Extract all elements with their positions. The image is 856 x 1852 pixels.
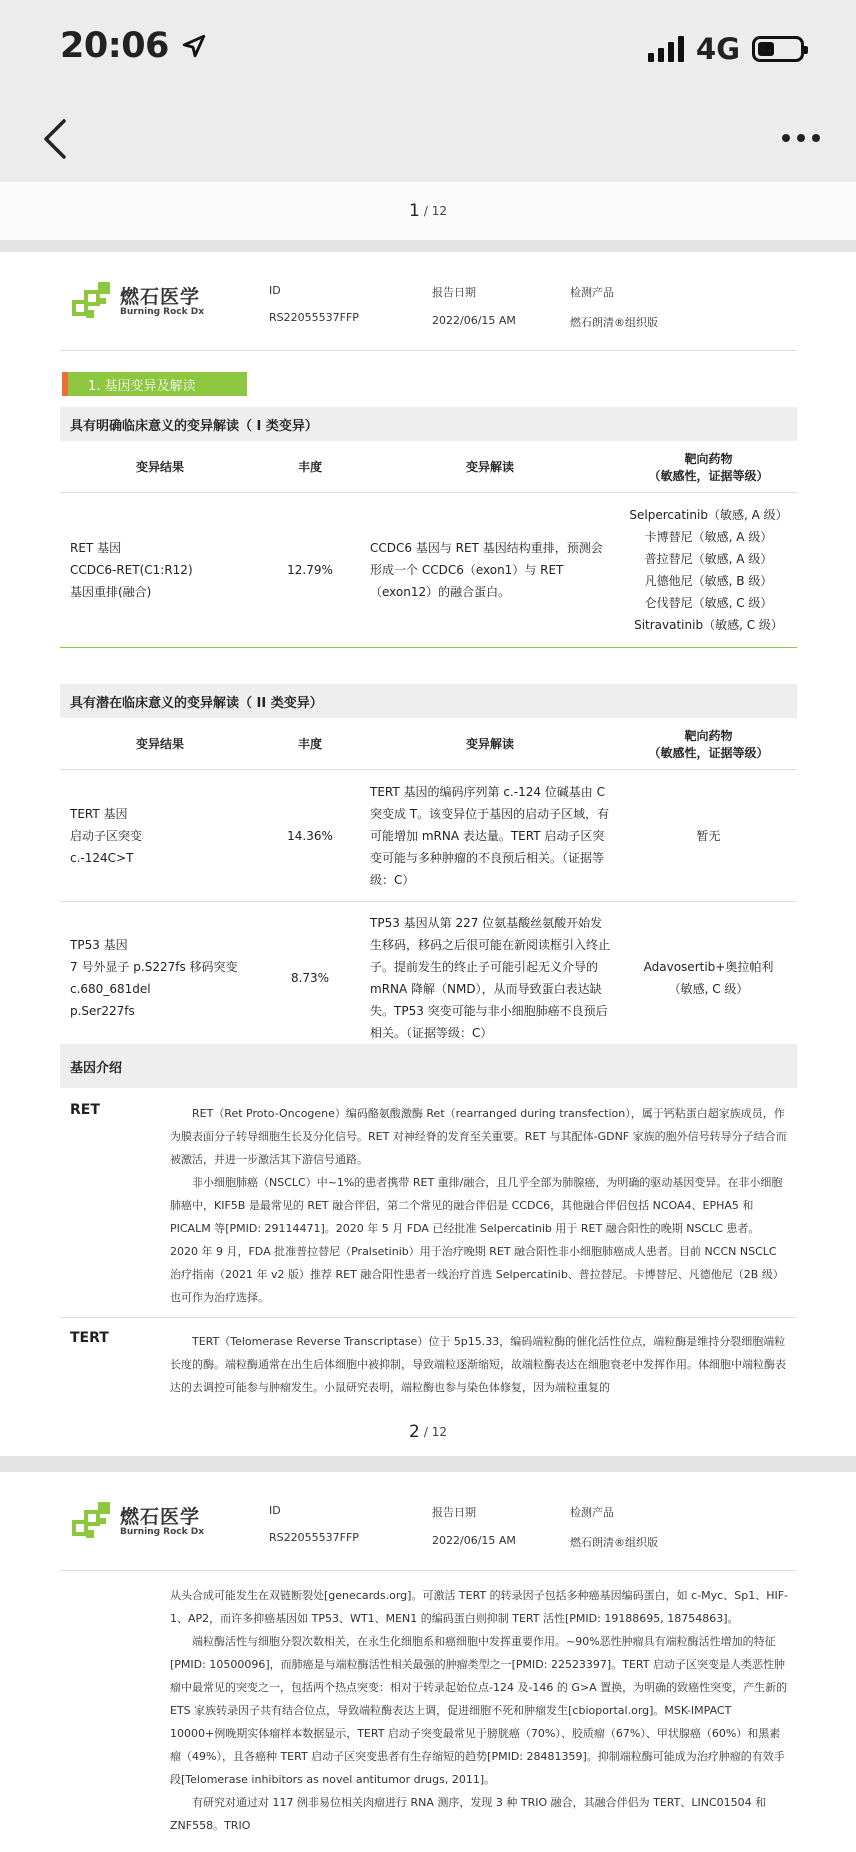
logo-text-cn: 燃石医学 — [120, 1506, 201, 1528]
clock — [60, 26, 207, 66]
report-page-1[interactable] — [0, 252, 856, 1410]
variant-line: 基因重排(融合) — [70, 585, 152, 599]
class1-header-row — [60, 441, 797, 493]
class1-title: 具有明确临床意义的变异解读（ I 类变异） — [60, 407, 797, 441]
col-drugs-line1: 靶向药物 — [684, 728, 733, 743]
product-label: 检测产品 — [570, 1506, 614, 1519]
interpretation-cell: CCDC6 基因与 RET 基因结构重排，预测会形成一个 CCDC6（exon1）与 RET（exon12）的融合蛋白。 — [370, 541, 603, 599]
drug-item: 卡博替尼（敏感, A 级） — [644, 530, 773, 544]
gene-intro-title: 基因介绍 — [60, 1044, 797, 1088]
page-indicator-1 — [0, 182, 856, 240]
section-title: 1. 基因变异及解读 — [62, 372, 247, 396]
drugs-cell — [620, 956, 797, 1000]
dot-icon — [782, 134, 790, 142]
drug-item: Sitravatinib（敏感, C 级） — [634, 618, 783, 632]
col-interpretation: 变异解读 — [465, 737, 514, 751]
variant-cell — [60, 537, 260, 603]
drug-item: （敏感, C 级） — [668, 981, 749, 996]
clock-text: 20:06 — [60, 26, 169, 66]
interpretation-cell: TP53 基因从第 227 位氨基酸丝氨酸开始发生移码，移码之后很可能在新阅读框引入终止子。提前发生的终止子可能引起无义介导的 mRNA 降解（NMD），从而导致蛋白表达缺失。TP53 突变可能与非小细胞肺癌不良预后相关。（证据等级：C） — [370, 915, 611, 1040]
chevron-left-icon — [42, 118, 68, 160]
product-label: 检测产品 — [570, 286, 614, 299]
gene-intro-section — [60, 1044, 797, 1407]
network-label: 4G — [696, 32, 740, 66]
product-value: 燃石朗清®组织版 — [570, 316, 658, 329]
class1-table — [60, 407, 797, 648]
variant-line: TP53 基因 — [70, 937, 128, 952]
variant-line: 7 号外显子 p.S227fs 移码突变 — [70, 959, 238, 974]
col-abundance: 丰度 — [297, 460, 322, 474]
variant-line: 启动子区突变 — [70, 828, 143, 843]
class2-title: 具有潜在临床意义的变异解读（ II 类变异） — [60, 684, 797, 718]
product-value: 燃石朗清®组织版 — [570, 1536, 658, 1549]
gene-paragraph: 有研究对通过对 117 例非易位相关肉瘤进行 RNA 测序，发现 3 种 TRIO 融合，其融合伴侣为 TERT、LINC01504 和 ZNF558。TRIO — [170, 1796, 767, 1832]
drug-item: 凡德他尼（敏感, B 级） — [644, 574, 773, 588]
table-row — [60, 902, 797, 1054]
abundance-cell: 8.73% — [290, 970, 330, 985]
variant-line: RET 基因 — [70, 541, 122, 555]
date-label: 报告日期 — [432, 1506, 476, 1519]
col-drugs-line2: （敏感性，证据等级） — [648, 468, 769, 483]
more-options-button[interactable] — [776, 118, 826, 158]
variant-cell — [60, 934, 260, 1022]
abundance-cell: 14.36% — [287, 828, 333, 843]
status-bar — [0, 0, 856, 96]
variant-line: TERT 基因 — [70, 806, 128, 821]
class2-header-row — [60, 718, 797, 770]
drug-item: 仑伐替尼（敏感, C 级） — [644, 596, 773, 610]
col-drugs — [620, 450, 797, 484]
gene-description — [170, 1102, 787, 1309]
dot-icon — [797, 134, 805, 142]
variant-line: c.680_681del — [70, 981, 151, 996]
drug-item: 普拉替尼（敏感, A 级） — [644, 552, 773, 566]
date-label: 报告日期 — [432, 286, 476, 299]
col-abundance: 丰度 — [297, 737, 322, 751]
variant-cell — [60, 803, 260, 869]
burning-rock-logo-icon — [72, 1500, 114, 1544]
drugs-cell — [620, 504, 797, 636]
gene-paragraph: TERT（Telomerase Reverse Transcriptase）位于 5p15.33，编码端粒酶的催化活性位点，端粒酶是维持分裂细胞端粒长度的酶。端粒酶通常在出生后体细胞中被抑制，导致端粒逐渐缩短，故端粒酶表达在细胞衰老中发挥作用。体细胞中端粒酶表达的去调控可能参与肿瘤发生。小鼠研究表明，端粒酶也参与染色体修复，因为端粒重复的 — [170, 1335, 786, 1394]
tert-continued-text — [170, 1584, 790, 1837]
variant-line: p.Ser227fs — [70, 1003, 135, 1018]
gene-paragraph: 从头合成可能发生在双链断裂处[genecards.org]。可激活 TERT 的转录因子包括多种癌基因编码蛋白，如 c-Myc、Sp1、HIF-1、AP2，而许多抑癌基因如 TP53、WT1、MEN1 的编码蛋白则抑制 TERT 活性[PMID: 19188695, 18754863]。 — [170, 1589, 789, 1625]
burning-rock-logo-icon — [72, 280, 114, 324]
col-drugs — [620, 727, 797, 761]
page-current: 1 — [409, 201, 420, 221]
gene-paragraph: RET（Ret Proto-Oncogene）编码酪氨酸激酶 Ret（rearranged during transfection），属于钙粘蛋白超家族成员，作为膜表面分子转导细胞生长及分化信号。RET 对神经脊的发育至关重要。RET 与其配体-GDNF 家族的胞外信号转导分子结合而被激活，并进一步激活其下游信号通路。 — [170, 1107, 787, 1166]
drugs-cell — [620, 825, 797, 847]
battery-icon — [752, 36, 804, 62]
id-label: ID — [269, 1504, 281, 1517]
date-value: 2022/06/15 AM — [432, 1534, 516, 1547]
interpretation-cell: TERT 基因的编码序列第 c.-124 位碱基由 C 突变成 T。该变异位于基因的启动子区域，有可能增加 mRNA 表达量。TERT 启动子区突变可能与多种肿瘤的不良预后相关。（证据等级：C） — [370, 784, 610, 887]
id-label: ID — [269, 284, 281, 297]
date-value: 2022/06/15 AM — [432, 314, 516, 327]
col-interpretation: 变异解读 — [465, 460, 514, 474]
gene-entry-tert — [60, 1318, 797, 1407]
drug-item: Selpercatinib（敏感, A 级） — [629, 508, 788, 522]
col-variant: 变异结果 — [135, 460, 184, 474]
id-value: RS22055537FFP — [269, 1531, 359, 1544]
gene-paragraph: 非小细胞肺癌（NSCLC）中~1%的患者携带 RET 重排/融合，且几乎全部为肺腺癌，为明确的驱动基因变异。在非小细胞肺癌中，KIF5B 是最常见的 RET 融合伴侣，第二个常见的融合伴侣是 CCDC6，其他融合伴侣包括 NCOA4、EPHA5 和 PICALM 等[PMID: 29114471]。2020 年 5 月 FDA 已经批准 Selpercatinib 用于 RET 融合阳性的晚期 NSCLC 患者。2020 年 9 月，FDA 批准普拉替尼（Pralsetinib）用于治疗晚期 RET 融合阳性非小细胞肺癌成人患者。目前 NCCN NSCLC 治疗指南（2021 年 v2 版）推荐 RET 融合阳性患者一线治疗首选 Selpercatinib、普拉替尼。卡博替尼、凡德他尼（2B 级）也可作为治疗选择。 — [170, 1176, 784, 1304]
variant-line: CCDC6-RET(C1:R12) — [70, 563, 193, 577]
back-button[interactable] — [30, 114, 80, 164]
id-value: RS22055537FFP — [269, 311, 359, 324]
company-logo — [72, 280, 204, 324]
page-total: / 12 — [423, 204, 447, 218]
report-header — [72, 1500, 802, 1560]
gene-description — [170, 1330, 787, 1399]
table-row — [60, 493, 797, 648]
report-header — [72, 280, 802, 340]
page-total: / 12 — [423, 1425, 447, 1439]
signal-icon — [648, 36, 684, 62]
col-drugs-line1: 靶向药物 — [684, 451, 733, 466]
col-variant: 变异结果 — [135, 737, 184, 751]
logo-text-en: Burning Rock Dx — [120, 1527, 205, 1537]
gene-name: TERT — [70, 1330, 109, 1346]
variant-line: c.-124C>T — [70, 850, 134, 865]
gene-entry-ret — [60, 1088, 797, 1317]
logo-text-en: Burning Rock Dx — [120, 307, 205, 317]
company-logo — [72, 1500, 204, 1544]
abundance-cell: 12.79% — [287, 563, 333, 577]
gene-paragraph: 端粒酶活性与细胞分裂次数相关，在永生化细胞系和癌细胞中发挥重要作用。~90%恶性肿瘤具有端粒酶活性增加的特征[PMID: 10500096]，而肺癌是与端粒酶活性相关最强的肿瘤类型之一[PMID: 22523397]。TERT 启动子区突变是人类恶性肿瘤中最常见的突变之一，包括两个热点突变：相对于转录起始位点-124 及-146 的 G>A 置换，为明确的致癌性突变，产生新的 ETS 家族转录因子共有结合位点，导致端粒酶表达上调，促进细胞不死和肿瘤发生[cbioportal.org]。MSK-IMPACT 10000+例晚期实体瘤样本数据显示，TERT 启动子突变最常见于膀胱癌（70%）、胶质瘤（67%）、甲状腺癌（60%）和黑素瘤（49%），且各癌种 TERT 启动子区突变患者有生存缩短的趋势[PMID: 28481359]。抑制端粒酶可能成为治疗肿瘤的有效手段[Telomerase inhibitors as novel antitumor drugs, 2011]。 — [170, 1635, 788, 1786]
drug-item: Adavosertib+奥拉帕利 — [643, 959, 774, 974]
page-indicator-2 — [0, 1408, 856, 1456]
gene-name: RET — [70, 1102, 100, 1118]
logo-text-cn: 燃石医学 — [120, 286, 201, 308]
table-row — [60, 770, 797, 902]
class2-table — [60, 684, 797, 1054]
nav-bar — [0, 96, 856, 182]
location-arrow-icon — [181, 33, 207, 59]
drug-item: 暂无 — [696, 828, 721, 843]
report-page-2[interactable] — [0, 1472, 856, 1852]
page-current: 2 — [409, 1422, 420, 1442]
col-drugs-line2: （敏感性，证据等级） — [648, 745, 769, 760]
dot-icon — [812, 134, 820, 142]
